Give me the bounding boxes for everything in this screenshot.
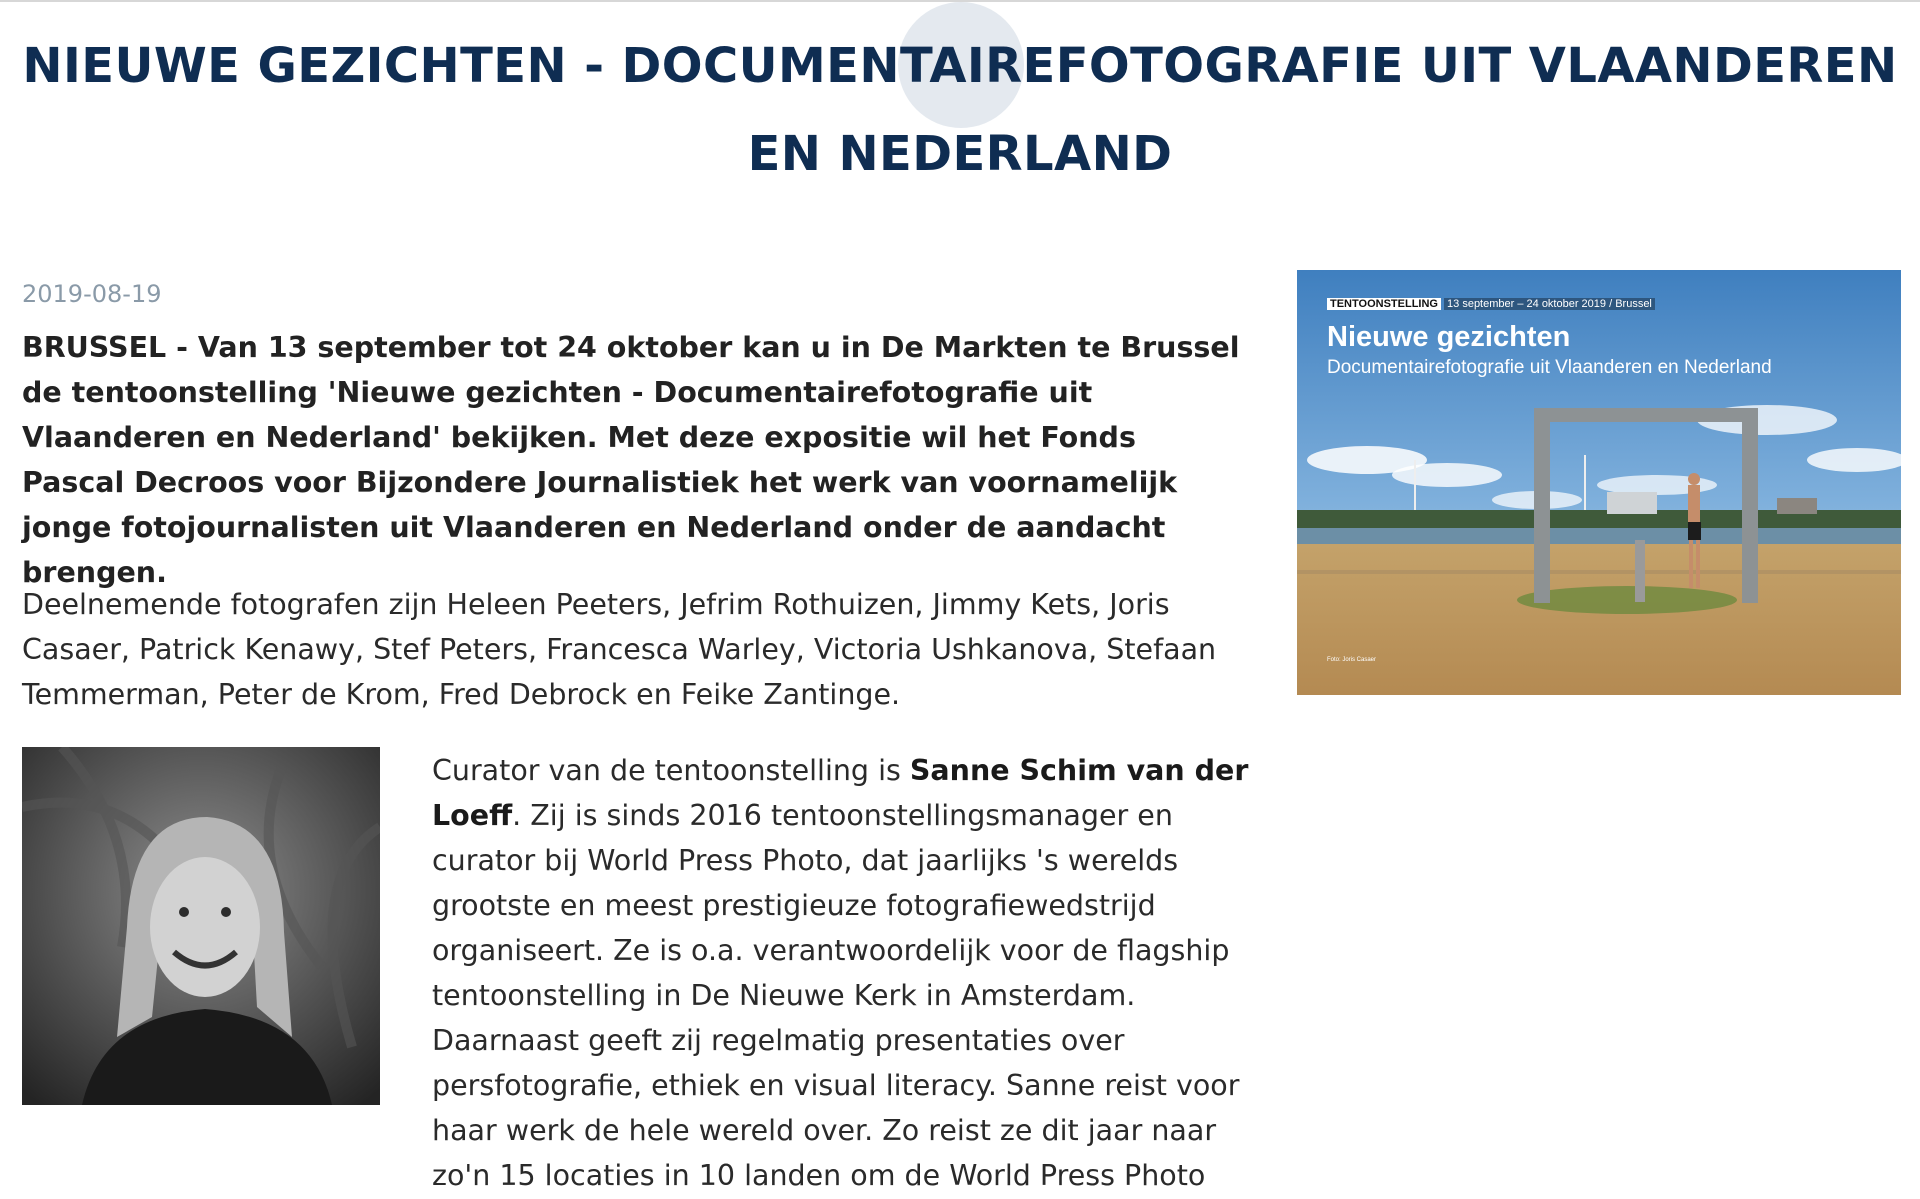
- portrait-photo: [22, 747, 380, 1105]
- poster-tag: [1327, 297, 1655, 311]
- poster-tag-label: TENTOONSTELLING: [1327, 298, 1441, 310]
- poster-title: Nieuwe gezichten: [1327, 321, 1571, 353]
- curator-paragraph: [432, 748, 1262, 1198]
- article-date: 2019-08-19: [22, 280, 162, 308]
- curator-intro: Curator van de tentoonstelling is: [432, 754, 910, 787]
- article-lead: BRUSSEL - Van 13 september tot 24 oktober kan u in De Markten te Brussel de tentoonstelling 'Nieuwe gezichten - Documentairefotografie uit Vlaanderen en Nederland' bekijken. Met deze expositie wil het Fonds Pascal Decroos voor Bijzondere Journalistiek het werk van voornamelijk jonge fotojournalisten uit Vlaanderen en Nederland onder de aandacht brengen.: [22, 331, 1240, 589]
- curator-portrait-image[interactable]: [22, 747, 380, 1105]
- exhibition-poster-image[interactable]: [1297, 270, 1901, 695]
- participants-paragraph: Deelnemende fotografen zijn Heleen Peeters, Jefrim Rothuizen, Jimmy Kets, Joris Casaer, Patrick Kenawy, Stef Peters, Francesca Warley, Victoria Ushkanova, Stefaan Temmerman, Peter de Krom, Fred Debrock en Feike Zantinge.: [22, 588, 1217, 711]
- poster-subtitle: Documentairefotografie uit Vlaanderen en Nederland: [1327, 357, 1772, 378]
- curator-name: Sanne Schim van der Loeff: [432, 754, 1249, 832]
- curator-bio: . Zij is sinds 2016 tentoonstellingsmanager en curator bij World Press Photo, dat jaarlijks 's werelds grootste en meest prestigieuze fotografiewedstrijd organiseert. Ze is o.a. verantwoordelijk voor de flagship tentoonstelling in De Nieuwe Kerk in Amsterdam. Daarnaast geeft zij regelmatig presentaties over persfotografie, ethiek en visual literacy. Sanne reist voor haar werk de hele wereld over. Zo reist ze dit jaar naar zo'n 15 locaties in 10 landen om de World Press Photo: [432, 799, 1240, 1192]
- poster-credit: Foto: Joris Casaer: [1327, 657, 1377, 663]
- poster-tag-dates: 13 september – 24 oktober 2019 / Brussel: [1444, 298, 1655, 310]
- page-title: NIEUWE GEZICHTEN - DOCUMENTAIREFOTOGRAFIE UIT VLAANDEREN EN NEDERLAND: [22, 38, 1898, 182]
